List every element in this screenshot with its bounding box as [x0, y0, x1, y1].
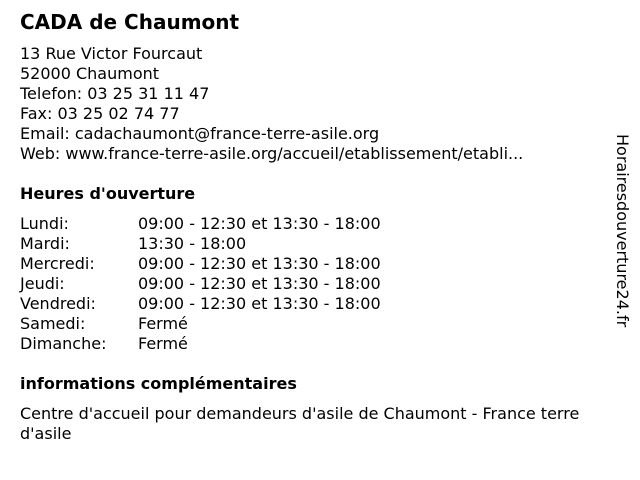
phone-number: Telefon: 03 25 31 11 47: [20, 84, 210, 103]
day-hours: 09:00 - 12:30 et 13:30 - 18:00: [138, 274, 381, 293]
day-label: Samedi:: [20, 314, 86, 333]
day-label: Mardi:: [20, 234, 70, 253]
page-title: CADA de Chaumont: [20, 10, 240, 34]
additional-info-text: Centre d'accueil pour demandeurs d'asile de Chaumont - France terre d'asile: [20, 404, 580, 443]
address-block: [20, 44, 523, 164]
website-url: Web: www.france-terre-asile.org/accueil/etablissement/etabli...: [20, 144, 524, 163]
city-postcode: 52000 Chaumont: [20, 64, 160, 83]
day-label: Lundi:: [20, 214, 69, 233]
day-label: Vendredi:: [20, 294, 96, 313]
day-hours: 09:00 - 12:30 et 13:30 - 18:00: [138, 214, 381, 233]
site-brand-vertical: Horairesdouverture24.fr: [613, 134, 632, 328]
day-hours: 13:30 - 18:00: [138, 234, 247, 253]
day-hours: Fermé: [138, 334, 188, 353]
street-address: 13 Rue Victor Fourcaut: [20, 44, 203, 63]
opening-hours-heading: Heures d'ouverture: [20, 184, 196, 203]
day-hours: 09:00 - 12:30 et 13:30 - 18:00: [138, 254, 381, 273]
day-hours: Fermé: [138, 314, 188, 333]
day-label: Mercredi:: [20, 254, 95, 273]
additional-info-heading: informations complémentaires: [20, 374, 297, 393]
fax-number: Fax: 03 25 02 74 77: [20, 104, 180, 123]
email-address: Email: cadachaumont@france-terre-asile.org: [20, 124, 380, 143]
day-hours: 09:00 - 12:30 et 13:30 - 18:00: [138, 294, 381, 313]
day-label: Dimanche:: [20, 334, 107, 353]
day-label: Jeudi:: [20, 274, 65, 293]
